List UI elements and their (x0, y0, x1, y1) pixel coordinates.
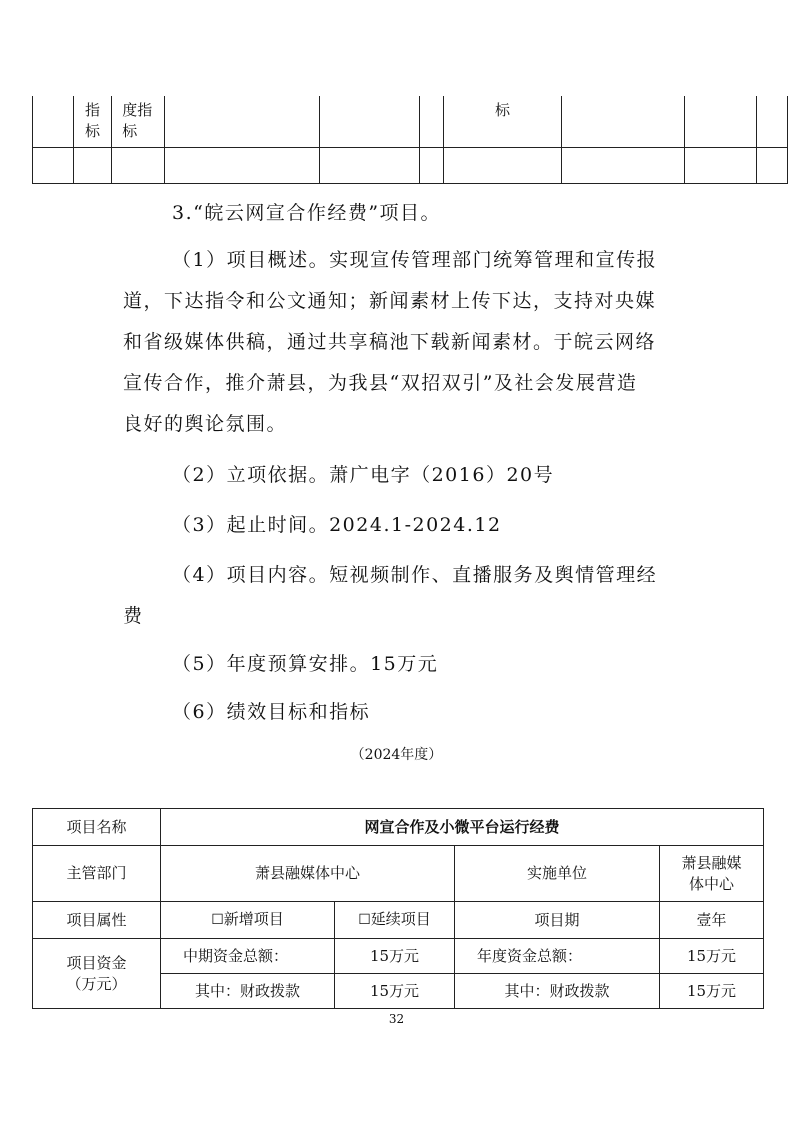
overview-line: 和省级媒体供稿，通过共享稿池下载新闻素材。于皖云网络 (123, 331, 657, 353)
mid-total-label: 中期资金总额： (161, 939, 335, 974)
continuing-project-option (335, 902, 455, 939)
table-cell (320, 148, 420, 184)
dept-label: 主管部门 (33, 846, 161, 902)
performance-goals-table (32, 808, 764, 1009)
annual-total-value: 15万元 (660, 939, 764, 974)
table-cell (562, 96, 685, 148)
fiscal-value: 15万元 (660, 974, 764, 1009)
continuing-project-label: 延续项目 (370, 910, 431, 928)
checkbox-icon: ☐ (358, 912, 371, 928)
fiscal-label: 其中：财政拨款 (455, 974, 660, 1009)
table-cell (420, 96, 444, 148)
attr-label: 项目属性 (33, 902, 161, 939)
page-number: 32 (388, 1012, 405, 1026)
overview-line: 宣传合作，推介萧县，为我县“双招双引”及社会发展营造 (123, 372, 638, 394)
fiscal-value: 15万元 (335, 974, 455, 1009)
section-heading: 3.“皖云网宣合作经费”项目。 (172, 202, 442, 224)
table-cell (320, 96, 420, 148)
table-cell (33, 96, 74, 148)
table-cell (444, 148, 562, 184)
project-name: 网宣合作及小微平台运行经费 (161, 809, 764, 846)
year-label: （2024年度） (350, 747, 443, 763)
table-cell (757, 96, 788, 148)
table-cell (74, 96, 112, 148)
overview-line: 良好的舆论氛围。 (123, 413, 288, 435)
overview-line: 道，下达指令和公文通知；新闻素材上传下达，支持对央媒 (123, 290, 657, 312)
overview-line: （1）项目概述。实现宣传管理部门统筹管理和宣传报 (172, 249, 658, 271)
table-cell (74, 148, 112, 184)
annual-total-label: 年度资金总额： (455, 939, 660, 974)
checkbox-icon: ☐ (211, 912, 224, 928)
budget-line: （5）年度预算安排。15万元 (172, 653, 439, 675)
mid-total-value: 15万元 (335, 939, 455, 974)
funds-label (33, 939, 161, 1009)
indicator-label: 指标 (84, 101, 100, 140)
goals-line: （6）绩效目标和指标 (172, 701, 371, 723)
table-cell (685, 148, 757, 184)
period-value: 壹年 (660, 902, 764, 939)
basis-line: （2）立项依据。萧广电字（2016）20号 (172, 464, 555, 486)
new-project-label: 新增项目 (223, 910, 284, 928)
project-name-label: 项目名称 (33, 809, 161, 846)
table-cell (562, 148, 685, 184)
table-cell (33, 148, 74, 184)
impl-label: 实施单位 (455, 846, 660, 902)
table-cell (444, 96, 562, 148)
table-cell (165, 148, 320, 184)
fiscal-label: 其中：财政拨款 (161, 974, 335, 1009)
content-line: （4）项目内容。短视频制作、直播服务及舆情管理经 (172, 564, 658, 586)
degree-indicator-label: 度指标 (122, 101, 153, 140)
table-cell (112, 96, 165, 148)
table-cell (112, 148, 165, 184)
table-cell (165, 96, 320, 148)
continued-table (32, 96, 788, 184)
target-label: 标 (494, 101, 510, 119)
dept-value: 萧县融媒体中心 (161, 846, 455, 902)
table-cell (685, 96, 757, 148)
impl-value (660, 846, 764, 902)
impl-value-text: 萧县融媒体中心 (681, 853, 742, 893)
table-cell (420, 148, 444, 184)
period-label: 项目期 (455, 902, 660, 939)
table-cell (757, 148, 788, 184)
period-line: （3）起止时间。2024.1-2024.12 (172, 514, 502, 536)
new-project-option (161, 902, 335, 939)
content-line: 费 (123, 605, 144, 627)
funds-label-text: 项目资金（万元） (66, 953, 127, 993)
